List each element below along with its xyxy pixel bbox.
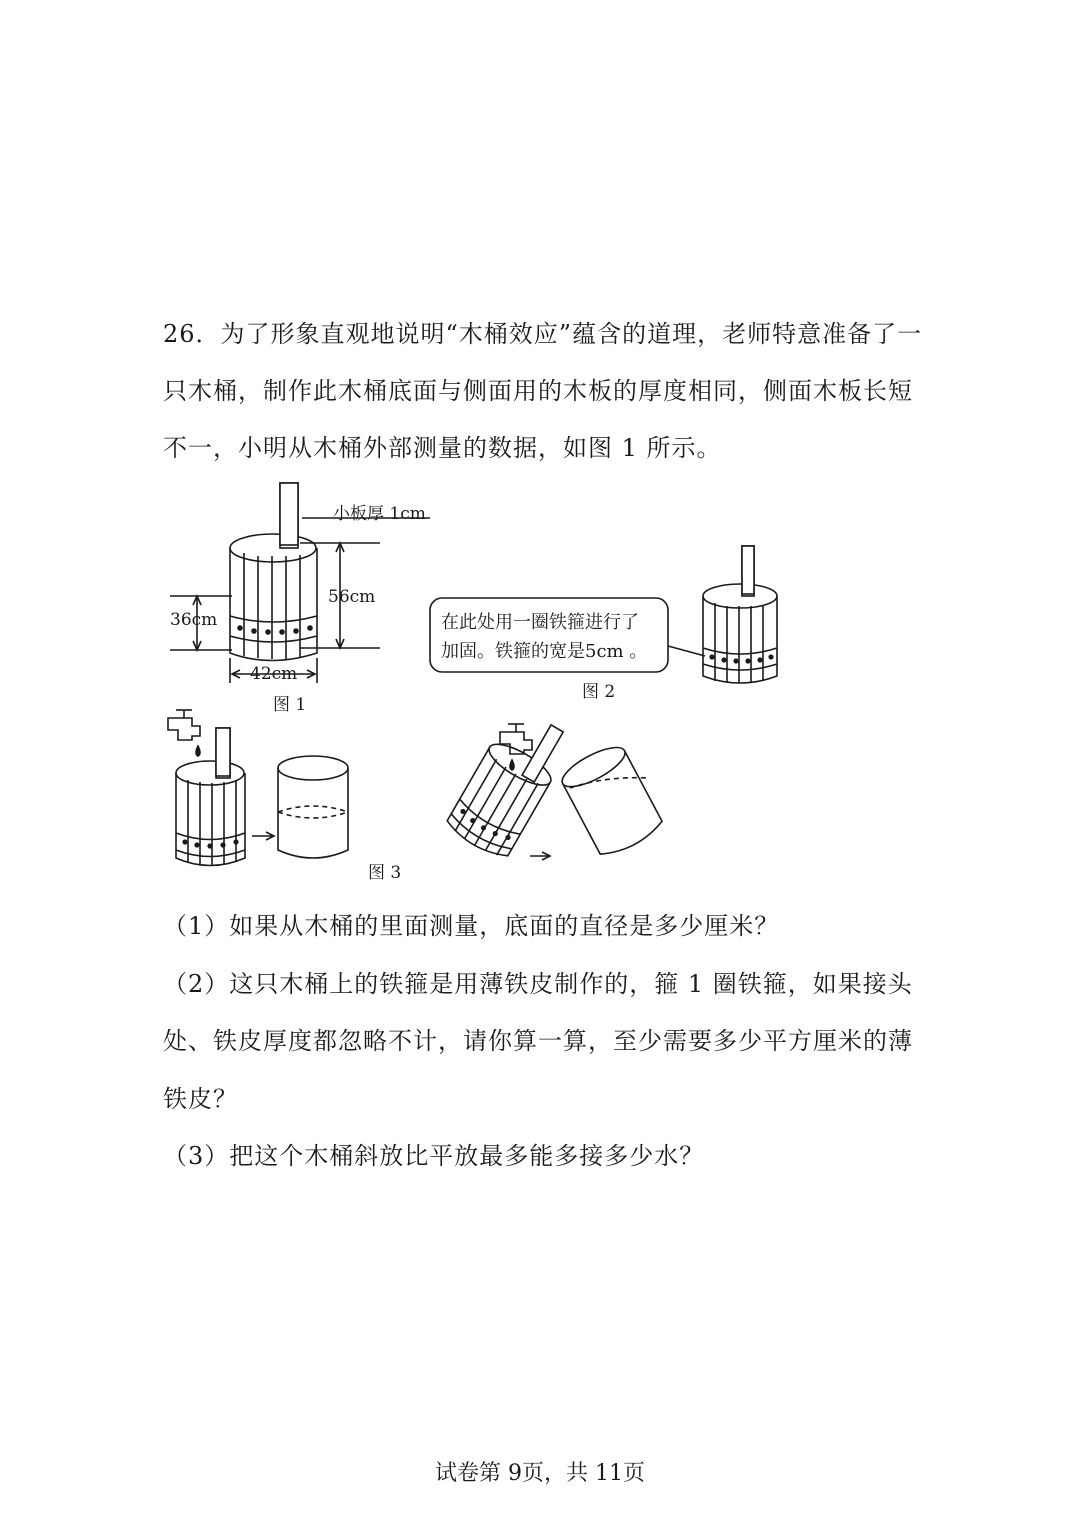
fig1-height-short: 36cm bbox=[170, 610, 218, 630]
fig2-callout-line1: 在此处用一圈铁箍进行了 bbox=[441, 612, 639, 633]
fig3-caption: 图 3 bbox=[368, 863, 402, 883]
fig1-board-label: 小板厚 1cm bbox=[333, 504, 426, 524]
subquestion-2-line-2: 处、铁皮厚度都忽略不计，请你算一算，至少需要多少平方厘米的薄 bbox=[163, 1027, 913, 1055]
fig1-caption: 图 1 bbox=[273, 695, 307, 715]
subquestion-2-line-1: （2）这只木桶上的铁箍是用薄铁皮制作的，箍 1 圈铁箍，如果接头 bbox=[163, 970, 913, 998]
fig1-height-tall: 56cm bbox=[328, 587, 376, 607]
fig2-callout-line2: 加固。铁箍的宽是5cm 。 bbox=[441, 641, 648, 662]
fig3-upright-barrel bbox=[168, 710, 348, 866]
subquestion-1: （1）如果从木桶的里面测量，底面的直径是多少厘米？ bbox=[163, 912, 780, 940]
fig1-width: 42cm bbox=[250, 664, 298, 684]
subquestion-3: （3）把这个木桶斜放比平放最多能多接多少水？ bbox=[163, 1142, 705, 1170]
fig2-caption: 图 2 bbox=[582, 682, 616, 702]
subquestion-2-line-3: 铁皮？ bbox=[163, 1085, 238, 1113]
question-line-1: 26．为了形象直观地说明“木桶效应”蕴含的道理，老师特意准备了一 bbox=[163, 320, 923, 348]
question-line-2: 只木桶，制作此木桶底面与侧面用的木板的厚度相同，侧面木板长短 bbox=[163, 377, 913, 405]
question-line-3: 不一，小明从木桶外部测量的数据，如图 1 所示。 bbox=[163, 434, 722, 462]
fig3-tilted-barrel bbox=[443, 704, 665, 863]
page-footer: 试卷第 9页，共 11页 bbox=[435, 1461, 645, 1486]
figures-illustration bbox=[150, 478, 930, 898]
